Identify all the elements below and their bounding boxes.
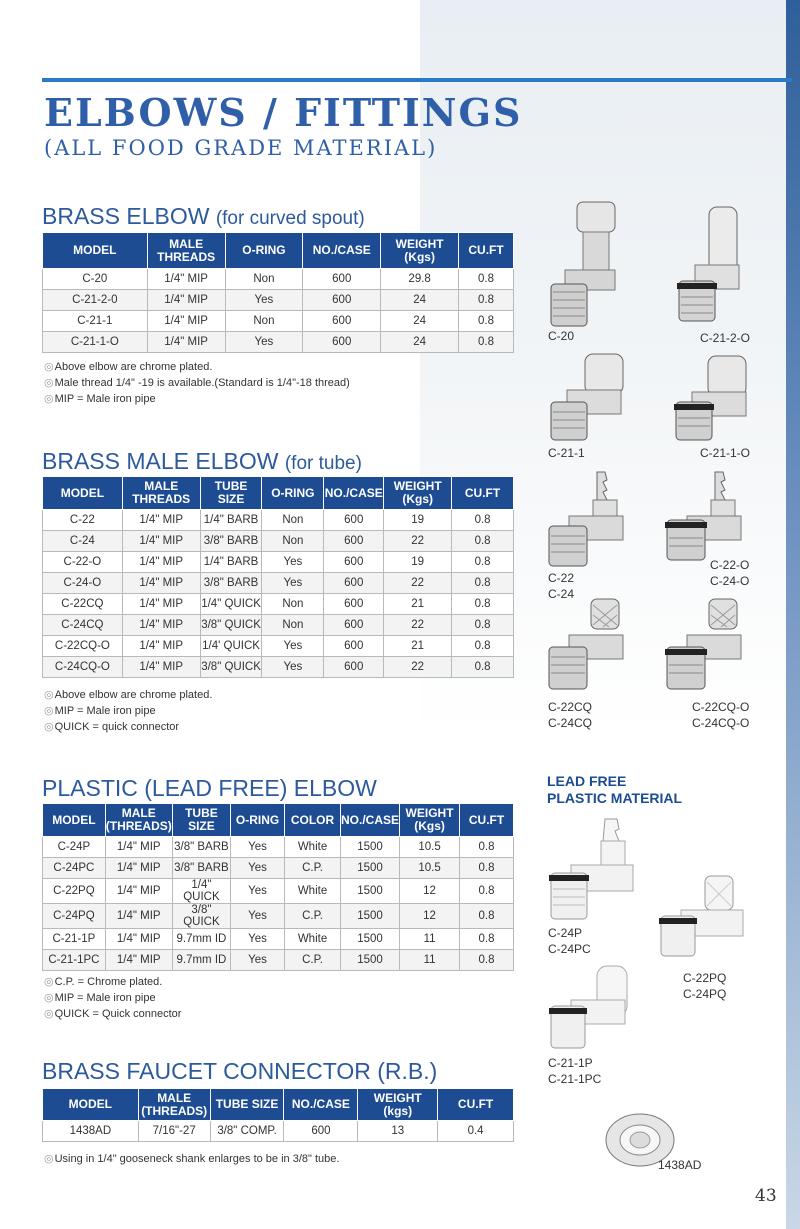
male-elbow-cell: 0.8	[452, 594, 514, 615]
label-c22-o: C-22-O	[710, 558, 750, 572]
header-rule	[42, 78, 792, 82]
male-elbow-cell: 600	[324, 657, 384, 678]
male-elbow-cell: Non	[262, 531, 324, 552]
male-elbow-column-header: MODEL	[43, 477, 123, 510]
male-elbow-row	[43, 657, 514, 678]
brass-elbow-column-header: WEIGHT (Kgs)	[381, 233, 459, 269]
male-elbow-cell: 1/4" QUICK	[200, 594, 262, 615]
label-c24cq: C-24CQ	[548, 716, 593, 730]
faucet-connector-cell: 13	[358, 1121, 438, 1142]
page-title: ELBOWS / FITTINGS	[44, 90, 523, 135]
male-elbow-title-suffix: (for tube)	[284, 453, 362, 474]
plastic-elbow-cell: C-24PC	[43, 858, 106, 879]
plastic-elbow-cell: Yes	[231, 904, 285, 929]
plastic-elbow-cell: Yes	[231, 950, 285, 971]
brass-elbow-cell: 1/4" MIP	[147, 290, 225, 311]
male-elbow-cell: C-22-O	[43, 552, 123, 573]
faucet-connector-column-header: WEIGHT (kgs)	[358, 1089, 438, 1121]
plastic-elbow-cell: 10.5	[400, 858, 460, 879]
plastic-elbow-cell: 3/8" QUICK	[172, 904, 230, 929]
brass-elbow-cell: 600	[303, 311, 381, 332]
male-elbow-column-header: WEIGHT (Kgs)	[384, 477, 452, 510]
plastic-elbow-column-header: WEIGHT (Kgs)	[400, 804, 460, 837]
male-elbow-cell: Non	[262, 594, 324, 615]
male-elbow-cell: 600	[324, 531, 384, 552]
male-elbow-cell: 1/4' QUICK	[200, 636, 262, 657]
lead-free-heading	[547, 773, 682, 807]
brass-elbow-cell: 0.8	[459, 290, 514, 311]
male-elbow-cell: 1/4" BARB	[200, 510, 262, 531]
plastic-elbow-cell: C-22PQ	[43, 879, 106, 904]
brass-elbow-column-header: O-RING	[225, 233, 303, 269]
male-elbow-cell: 0.8	[452, 636, 514, 657]
brass-elbow-title-suffix: (for curved spout)	[215, 208, 365, 229]
plastic-elbow-column-header: CU.FT	[460, 804, 514, 837]
plastic-elbow-cell: 1/4" QUICK	[172, 879, 230, 904]
male-elbow-cell: 1/4" MIP	[122, 552, 200, 573]
male-elbow-title-main: BRASS MALE ELBOW	[42, 448, 279, 474]
brass-elbow-cell: C-21-1	[43, 311, 148, 332]
plastic-elbow-title	[42, 775, 377, 802]
faucet-connector-column-header: NO./CASE	[284, 1089, 358, 1121]
plastic-elbow-cell: C.P.	[285, 858, 341, 879]
male-elbow-cell: 0.8	[452, 552, 514, 573]
brass-elbow-note: ◎ Above elbow are chrome plated.	[44, 359, 350, 375]
male-elbow-cell: 0.8	[452, 510, 514, 531]
male-elbow-row	[43, 594, 514, 615]
male-elbow-header-row	[43, 477, 514, 510]
plastic-elbow-cell: 12	[400, 879, 460, 904]
brass-elbow-cell: Non	[225, 269, 303, 290]
brass-elbow-row	[43, 311, 514, 332]
plastic-elbow-cell: 1500	[341, 950, 400, 971]
plastic-elbow-column-header: O-RING	[231, 804, 285, 837]
male-elbow-cell: 1/4" MIP	[122, 510, 200, 531]
male-elbow-cell: 1/4" BARB	[200, 552, 262, 573]
plastic-elbow-cell: 1/4" MIP	[105, 858, 172, 879]
brass-elbow-cell: 600	[303, 269, 381, 290]
male-elbow-row	[43, 573, 514, 594]
faucet-connector-cell: 7/16"-27	[138, 1121, 210, 1142]
label-c24p: C-24P	[548, 926, 583, 940]
brass-elbow-cell: 29.8	[381, 269, 459, 290]
c20-elbow-image	[545, 200, 635, 330]
plastic-elbow-cell: C-21-1P	[43, 929, 106, 950]
plastic-elbow-row	[43, 904, 514, 929]
male-elbow-cell: Non	[262, 510, 324, 531]
plastic-elbow-cell: 1500	[341, 858, 400, 879]
brass-elbow-cell: 0.8	[459, 269, 514, 290]
plastic-elbow-note: ◎ C.P. = Chrome plated.	[44, 974, 181, 990]
faucet-connector-table	[42, 1088, 514, 1142]
brass-elbow-cell: Non	[225, 311, 303, 332]
brass-elbow-row	[43, 269, 514, 290]
plastic-elbow-column-header: MALE (THREADS)	[105, 804, 172, 837]
male-elbow-cell: 1/4" MIP	[122, 615, 200, 636]
faucet-connector-column-header: MODEL	[43, 1089, 139, 1121]
brass-elbow-cell: 1/4" MIP	[147, 311, 225, 332]
plastic-elbow-cell: 1/4" MIP	[105, 879, 172, 904]
faucet-connector-header-row	[43, 1089, 514, 1121]
plastic-elbow-cell: 9.7mm ID	[172, 950, 230, 971]
label-c21-1-o: C-21-1-O	[700, 446, 751, 460]
brass-elbow-note: ◎ MIP = Male iron pipe	[44, 391, 350, 407]
male-elbow-cell: 19	[384, 510, 452, 531]
male-elbow-cell: 1/4" MIP	[122, 657, 200, 678]
plastic-elbow-cell: Yes	[231, 837, 285, 858]
c22cq-o-elbow-image	[663, 595, 753, 695]
brass-elbow-cell: 0.8	[459, 311, 514, 332]
plastic-elbow-cell: C-21-1PC	[43, 950, 106, 971]
brass-elbow-cell: C-21-1-O	[43, 332, 148, 353]
plastic-elbow-cell: 1/4" MIP	[105, 929, 172, 950]
faucet-connector-title-main: BRASS FAUCET CONNECTOR (R.B.)	[42, 1058, 438, 1084]
male-elbow-row	[43, 510, 514, 531]
faucet-connector-column-header: CU.FT	[438, 1089, 514, 1121]
male-elbow-note: ◎ Above elbow are chrome plated.	[44, 687, 212, 703]
plastic-elbow-row	[43, 837, 514, 858]
page-number: 43	[755, 1186, 777, 1206]
plastic-elbow-cell: 1500	[341, 929, 400, 950]
male-elbow-cell: 600	[324, 636, 384, 657]
faucet-connector-row	[43, 1121, 514, 1142]
faucet-connector-cell: 3/8" COMP.	[210, 1121, 284, 1142]
male-elbow-cell: 3/8" BARB	[200, 531, 262, 552]
male-elbow-cell: 1/4" MIP	[122, 573, 200, 594]
lead-free-line2: PLASTIC MATERIAL	[547, 790, 683, 806]
label-1438ad: 1438AD	[658, 1158, 702, 1172]
male-elbow-cell: 600	[324, 615, 384, 636]
label-c24cq-o: C-24CQ-O	[692, 716, 750, 730]
male-elbow-cell: 1/4" MIP	[122, 636, 200, 657]
brass-elbow-header-row	[43, 233, 514, 269]
plastic-elbow-title-main: PLASTIC (LEAD FREE) ELBOW	[42, 775, 377, 801]
plastic-elbow-cell: 11	[400, 929, 460, 950]
plastic-elbow-cell: White	[285, 879, 341, 904]
male-elbow-cell: 22	[384, 573, 452, 594]
brass-elbow-cell: 24	[381, 332, 459, 353]
label-c24: C-24	[548, 587, 575, 601]
male-elbow-cell: 3/8" QUICK	[200, 657, 262, 678]
brass-elbow-notes	[44, 359, 350, 407]
brass-elbow-cell: 1/4" MIP	[147, 269, 225, 290]
faucet-connector-column-header: TUBE SIZE	[210, 1089, 284, 1121]
plastic-elbow-row	[43, 858, 514, 879]
male-elbow-cell: 3/8" BARB	[200, 573, 262, 594]
plastic-elbow-column-header: NO./CASE	[341, 804, 400, 837]
brass-elbow-cell: 600	[303, 332, 381, 353]
plastic-elbow-cell: 1/4" MIP	[105, 904, 172, 929]
faucet-connector-column-header: MALE (THREADS)	[138, 1089, 210, 1121]
male-elbow-row	[43, 615, 514, 636]
male-elbow-cell: C-24-O	[43, 573, 123, 594]
label-c24-o: C-24-O	[710, 574, 750, 588]
c24p-plastic-elbow-image	[545, 815, 645, 925]
brass-elbow-cell: 1/4" MIP	[147, 332, 225, 353]
plastic-elbow-cell: 0.8	[460, 879, 514, 904]
c22cq-elbow-image	[545, 595, 635, 695]
plastic-elbow-cell: 12	[400, 904, 460, 929]
label-c24pq: C-24PQ	[683, 987, 727, 1001]
brass-elbow-row	[43, 290, 514, 311]
plastic-elbow-header-row	[43, 804, 514, 837]
plastic-elbow-cell: 1500	[341, 837, 400, 858]
brass-elbow-cell: 24	[381, 290, 459, 311]
plastic-elbow-row	[43, 950, 514, 971]
brass-elbow-cell: C-21-2-0	[43, 290, 148, 311]
plastic-elbow-cell: 0.8	[460, 904, 514, 929]
c22-o-elbow-image	[663, 470, 753, 562]
faucet-connector-note: ◎ Using in 1/4" gooseneck shank enlarges to be in 3/8" tube.	[44, 1151, 339, 1167]
male-elbow-cell: 1/4" MIP	[122, 594, 200, 615]
page-edge-strip	[786, 0, 800, 1229]
plastic-elbow-cell: 1/4" MIP	[105, 950, 172, 971]
male-elbow-cell: C-24CQ	[43, 615, 123, 636]
plastic-elbow-cell: White	[285, 837, 341, 858]
brass-elbow-note: ◎ Male thread 1/4" -19 is available.(Standard is 1/4"-18 thread)	[44, 375, 350, 391]
male-elbow-cell: 600	[324, 594, 384, 615]
male-elbow-cell: 22	[384, 531, 452, 552]
brass-elbow-table	[42, 232, 514, 353]
brass-elbow-column-header: NO./CASE	[303, 233, 381, 269]
label-c22cq: C-22CQ	[548, 700, 593, 714]
label-c21-2-o: C-21-2-O	[700, 331, 751, 345]
male-elbow-table	[42, 476, 514, 678]
brass-elbow-title	[42, 203, 365, 230]
brass-elbow-cell: Yes	[225, 290, 303, 311]
lead-free-line1: LEAD FREE	[547, 773, 627, 789]
c21-2-o-elbow-image	[675, 205, 760, 330]
male-elbow-cell: 0.8	[452, 531, 514, 552]
faucet-connector-cell: 600	[284, 1121, 358, 1142]
male-elbow-cell: 1/4" MIP	[122, 531, 200, 552]
brass-elbow-column-header: MODEL	[43, 233, 148, 269]
male-elbow-column-header: CU.FT	[452, 477, 514, 510]
c21-1p-plastic-elbow-image	[545, 962, 635, 1052]
plastic-elbow-column-header: COLOR	[285, 804, 341, 837]
brass-elbow-column-header: MALE THREADS	[147, 233, 225, 269]
male-elbow-column-header: O-RING	[262, 477, 324, 510]
faucet-connector-cell: 0.4	[438, 1121, 514, 1142]
plastic-elbow-cell: 3/8" BARB	[172, 837, 230, 858]
plastic-elbow-cell: Yes	[231, 929, 285, 950]
male-elbow-row	[43, 636, 514, 657]
faucet-connector-cell: 1438AD	[43, 1121, 139, 1142]
male-elbow-note: ◎ MIP = Male iron pipe	[44, 703, 212, 719]
male-elbow-row	[43, 552, 514, 573]
male-elbow-row	[43, 531, 514, 552]
male-elbow-title	[42, 448, 362, 475]
male-elbow-cell: Yes	[262, 573, 324, 594]
plastic-elbow-column-header: MODEL	[43, 804, 106, 837]
plastic-elbow-note: ◎ QUICK = Quick connector	[44, 1006, 181, 1022]
plastic-elbow-column-header: TUBE SIZE	[172, 804, 230, 837]
faucet-connector-notes	[44, 1151, 339, 1167]
label-c22: C-22	[548, 571, 575, 585]
male-elbow-cell: 22	[384, 615, 452, 636]
male-elbow-cell: 600	[324, 510, 384, 531]
plastic-elbow-cell: C.P.	[285, 904, 341, 929]
male-elbow-cell: C-22CQ	[43, 594, 123, 615]
plastic-elbow-notes	[44, 974, 181, 1022]
label-c24pc: C-24PC	[548, 942, 591, 956]
label-c21-1pc: C-21-1PC	[548, 1072, 602, 1086]
male-elbow-notes	[44, 687, 212, 735]
plastic-elbow-cell: C-24P	[43, 837, 106, 858]
label-c22cq-o: C-22CQ-O	[692, 700, 750, 714]
brass-elbow-row	[43, 332, 514, 353]
plastic-elbow-cell: 11	[400, 950, 460, 971]
male-elbow-column-header: TUBE SIZE	[200, 477, 262, 510]
male-elbow-column-header: NO./CASE	[324, 477, 384, 510]
male-elbow-cell: 600	[324, 552, 384, 573]
plastic-elbow-table	[42, 803, 514, 971]
label-c21-1: C-21-1	[548, 446, 585, 460]
label-c22pq: C-22PQ	[683, 971, 727, 985]
faucet-connector-title	[42, 1058, 437, 1085]
male-elbow-column-header: MALE THREADS	[122, 477, 200, 510]
brass-elbow-cell: C-20	[43, 269, 148, 290]
plastic-elbow-cell: 1/4" MIP	[105, 837, 172, 858]
plastic-elbow-note: ◎ MIP = Male iron pipe	[44, 990, 181, 1006]
brass-elbow-cell: 24	[381, 311, 459, 332]
c21-1-o-elbow-image	[670, 352, 760, 444]
male-elbow-cell: Non	[262, 615, 324, 636]
label-c20: C-20	[548, 329, 575, 343]
male-elbow-cell: 0.8	[452, 657, 514, 678]
plastic-elbow-cell: C-24PQ	[43, 904, 106, 929]
male-elbow-cell: 600	[324, 573, 384, 594]
plastic-elbow-cell: 1500	[341, 904, 400, 929]
male-elbow-cell: 3/8" QUICK	[200, 615, 262, 636]
page-subtitle: (ALL FOOD GRADE MATERIAL)	[44, 136, 438, 160]
label-c21-1p: C-21-1P	[548, 1056, 593, 1070]
male-elbow-cell: C-24CQ-O	[43, 657, 123, 678]
plastic-elbow-cell: 9.7mm ID	[172, 929, 230, 950]
male-elbow-cell: C-22CQ-O	[43, 636, 123, 657]
plastic-elbow-cell: 0.8	[460, 858, 514, 879]
c22pq-plastic-elbow-image	[655, 872, 750, 962]
male-elbow-cell: 21	[384, 636, 452, 657]
c22-elbow-image	[545, 470, 635, 570]
plastic-elbow-cell: 10.5	[400, 837, 460, 858]
male-elbow-cell: C-24	[43, 531, 123, 552]
plastic-elbow-cell: Yes	[231, 858, 285, 879]
brass-elbow-title-main: BRASS ELBOW	[42, 203, 210, 229]
male-elbow-cell: 21	[384, 594, 452, 615]
male-elbow-cell: 22	[384, 657, 452, 678]
plastic-elbow-cell: Yes	[231, 879, 285, 904]
male-elbow-cell: Yes	[262, 636, 324, 657]
male-elbow-cell: 0.8	[452, 615, 514, 636]
plastic-elbow-cell: 3/8" BARB	[172, 858, 230, 879]
plastic-elbow-row	[43, 929, 514, 950]
male-elbow-cell: C-22	[43, 510, 123, 531]
plastic-elbow-cell: C.P.	[285, 950, 341, 971]
plastic-elbow-cell: White	[285, 929, 341, 950]
male-elbow-cell: 19	[384, 552, 452, 573]
brass-elbow-cell: 600	[303, 290, 381, 311]
plastic-elbow-cell: 1500	[341, 879, 400, 904]
plastic-elbow-cell: 0.8	[460, 929, 514, 950]
brass-elbow-cell: 0.8	[459, 332, 514, 353]
male-elbow-note: ◎ QUICK = quick connector	[44, 719, 212, 735]
plastic-elbow-row	[43, 879, 514, 904]
plastic-elbow-cell: 0.8	[460, 837, 514, 858]
male-elbow-cell: Yes	[262, 552, 324, 573]
c21-1-elbow-image	[545, 350, 635, 445]
male-elbow-cell: Yes	[262, 657, 324, 678]
plastic-elbow-cell: 0.8	[460, 950, 514, 971]
brass-elbow-cell: Yes	[225, 332, 303, 353]
male-elbow-cell: 0.8	[452, 573, 514, 594]
brass-elbow-column-header: CU.FT	[459, 233, 514, 269]
